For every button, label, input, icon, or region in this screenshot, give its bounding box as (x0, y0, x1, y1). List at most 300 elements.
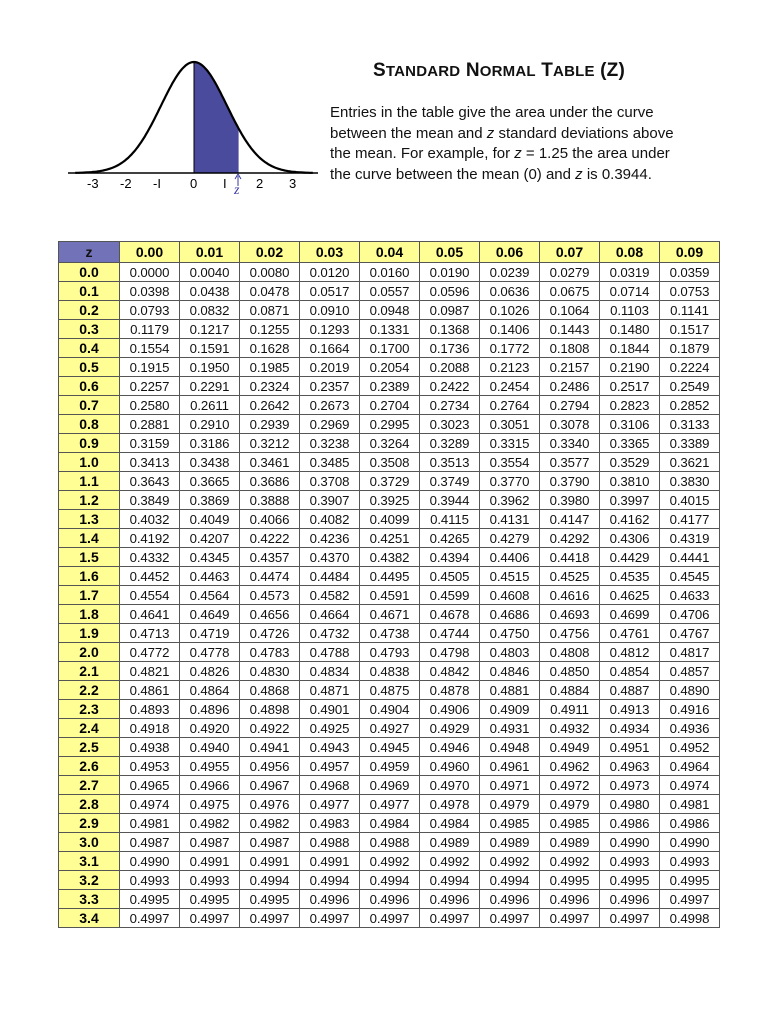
table-cell: 0.4989 (540, 833, 600, 852)
row-header: 2.6 (59, 757, 120, 776)
row-header: 1.5 (59, 548, 120, 567)
table-cell: 0.4838 (360, 662, 420, 681)
table-cell: 0.1026 (480, 301, 540, 320)
table-cell: 0.4964 (660, 757, 720, 776)
table-cell: 0.4962 (540, 757, 600, 776)
table-cell: 0.4995 (600, 871, 660, 890)
table-cell: 0.3159 (120, 434, 180, 453)
table-cell: 0.2454 (480, 377, 540, 396)
table-cell: 0.1664 (300, 339, 360, 358)
table-cell: 0.4767 (660, 624, 720, 643)
x-tick-label: 3 (289, 176, 297, 191)
table-cell: 0.2939 (240, 415, 300, 434)
table-cell: 0.4951 (600, 738, 660, 757)
row-header: 0.5 (59, 358, 120, 377)
table-cell: 0.4306 (600, 529, 660, 548)
table-cell: 0.4641 (120, 605, 180, 624)
row-header: 0.3 (59, 320, 120, 339)
table-cell: 0.0714 (600, 282, 660, 301)
table-cell: 0.3621 (660, 453, 720, 472)
table-cell: 0.4761 (600, 624, 660, 643)
row-header: 2.5 (59, 738, 120, 757)
table-cell: 0.4884 (540, 681, 600, 700)
table-cell: 0.3106 (600, 415, 660, 434)
table-cell: 0.1808 (540, 339, 600, 358)
table-row (59, 890, 720, 909)
table-cell: 0.4686 (480, 605, 540, 624)
table-cell: 0.0080 (240, 263, 300, 282)
table-cell: 0.4772 (120, 643, 180, 662)
table-cell: 0.1554 (120, 339, 180, 358)
table-cell: 0.0753 (660, 282, 720, 301)
table-cell: 0.0832 (180, 301, 240, 320)
table-cell: 0.4236 (300, 529, 360, 548)
table-cell: 0.4834 (300, 662, 360, 681)
table-cell: 0.4066 (240, 510, 300, 529)
table-cell: 0.4983 (300, 814, 360, 833)
table-cell: 0.4996 (540, 890, 600, 909)
table-cell: 0.4985 (540, 814, 600, 833)
column-header: 0.05 (420, 242, 480, 263)
table-cell: 0.3577 (540, 453, 600, 472)
table-cell: 0.4778 (180, 643, 240, 662)
table-cell: 0.4744 (420, 624, 480, 643)
column-header: 0.07 (540, 242, 600, 263)
table-cell: 0.3770 (480, 472, 540, 491)
table-cell: 0.4798 (420, 643, 480, 662)
table-cell: 0.4864 (180, 681, 240, 700)
table-cell: 0.3907 (300, 491, 360, 510)
table-cell: 0.4993 (180, 871, 240, 890)
table-cell: 0.4861 (120, 681, 180, 700)
table-cell: 0.4994 (240, 871, 300, 890)
table-cell: 0.1443 (540, 320, 600, 339)
table-cell: 0.4750 (480, 624, 540, 643)
table-cell: 0.4997 (180, 909, 240, 928)
table-cell: 0.4292 (540, 529, 600, 548)
row-header: 2.4 (59, 719, 120, 738)
table-cell: 0.4987 (180, 833, 240, 852)
table-cell: 0.2123 (480, 358, 540, 377)
table-cell: 0.1368 (420, 320, 480, 339)
table-row (59, 567, 720, 586)
table-cell: 0.2611 (180, 396, 240, 415)
table-cell: 0.4803 (480, 643, 540, 662)
table-cell: 0.4945 (360, 738, 420, 757)
table-cell: 0.4913 (600, 700, 660, 719)
table-cell: 0.4162 (600, 510, 660, 529)
table-cell: 0.4992 (420, 852, 480, 871)
table-cell: 0.2088 (420, 358, 480, 377)
table-cell: 0.4995 (180, 890, 240, 909)
table-cell: 0.4977 (300, 795, 360, 814)
table-cell: 0.3461 (240, 453, 300, 472)
table-cell: 0.4997 (300, 909, 360, 928)
table-cell: 0.1517 (660, 320, 720, 339)
table-cell: 0.4998 (660, 909, 720, 928)
table-cell: 0.4972 (540, 776, 600, 795)
table-cell: 0.2324 (240, 377, 300, 396)
table-cell: 0.4192 (120, 529, 180, 548)
table-cell: 0.1985 (240, 358, 300, 377)
table-cell: 0.4099 (360, 510, 420, 529)
row-header: 1.4 (59, 529, 120, 548)
table-cell: 0.2823 (600, 396, 660, 415)
table-cell: 0.4564 (180, 586, 240, 605)
table-cell: 0.4968 (300, 776, 360, 795)
table-cell: 0.4955 (180, 757, 240, 776)
table-cell: 0.4788 (300, 643, 360, 662)
row-header: 0.6 (59, 377, 120, 396)
table-cell: 0.4996 (600, 890, 660, 909)
table-row (59, 624, 720, 643)
table-cell: 0.4251 (360, 529, 420, 548)
table-cell: 0.2357 (300, 377, 360, 396)
table-cell: 0.4997 (480, 909, 540, 928)
table-cell: 0.3686 (240, 472, 300, 491)
page-title: STANDARD NORMAL TABLE (Z) (373, 60, 626, 81)
table-row (59, 700, 720, 719)
row-header: 1.2 (59, 491, 120, 510)
row-header: 1.9 (59, 624, 120, 643)
table-cell: 0.3729 (360, 472, 420, 491)
table-cell: 0.3340 (540, 434, 600, 453)
table-cell: 0.3849 (120, 491, 180, 510)
table-cell: 0.4953 (120, 757, 180, 776)
x-tick-label: 2 (256, 176, 264, 191)
table-cell: 0.4986 (660, 814, 720, 833)
table-cell: 0.4599 (420, 586, 480, 605)
row-header: 2.8 (59, 795, 120, 814)
table-cell: 0.4826 (180, 662, 240, 681)
table-cell: 0.3078 (540, 415, 600, 434)
column-header: 0.09 (660, 242, 720, 263)
table-cell: 0.2995 (360, 415, 420, 434)
table-cell: 0.4608 (480, 586, 540, 605)
table-cell: 0.4922 (240, 719, 300, 738)
table-cell: 0.3438 (180, 453, 240, 472)
table-cell: 0.3708 (300, 472, 360, 491)
table-cell: 0.3925 (360, 491, 420, 510)
table-cell: 0.4857 (660, 662, 720, 681)
table-cell: 0.4941 (240, 738, 300, 757)
table-cell: 0.4222 (240, 529, 300, 548)
row-header: 1.0 (59, 453, 120, 472)
table-cell: 0.4966 (180, 776, 240, 795)
table-cell: 0.4812 (600, 643, 660, 662)
table-cell: 0.4932 (540, 719, 600, 738)
table-cell: 0.4495 (360, 567, 420, 586)
table-cell: 0.4970 (420, 776, 480, 795)
table-header-row (59, 242, 720, 263)
row-header: 0.9 (59, 434, 120, 453)
table-cell: 0.4984 (360, 814, 420, 833)
table-cell: 0.4938 (120, 738, 180, 757)
table-cell: 0.0040 (180, 263, 240, 282)
table-row (59, 852, 720, 871)
table-cell: 0.4931 (480, 719, 540, 738)
table-cell: 0.2054 (360, 358, 420, 377)
table-cell: 0.4573 (240, 586, 300, 605)
x-tick-label: I (223, 176, 227, 191)
table-cell: 0.4817 (660, 643, 720, 662)
table-cell: 0.2642 (240, 396, 300, 415)
table-cell: 0.4963 (600, 757, 660, 776)
table-cell: 0.0438 (180, 282, 240, 301)
table-cell: 0.4332 (120, 548, 180, 567)
table-cell: 0.4961 (480, 757, 540, 776)
table-cell: 0.1331 (360, 320, 420, 339)
table-row (59, 472, 720, 491)
table-row (59, 586, 720, 605)
table-cell: 0.4990 (600, 833, 660, 852)
table-cell: 0.4975 (180, 795, 240, 814)
table-cell: 0.0359 (660, 263, 720, 282)
table-cell: 0.4996 (480, 890, 540, 909)
table-cell: 0.4994 (420, 871, 480, 890)
table-cell: 0.3212 (240, 434, 300, 453)
table-row (59, 795, 720, 814)
table-description: Entries in the table give the area under the curve between the mean and z standard deviations above the mean. For example, for z = 1.25 the area under the curve between the mean (0) and z is 0.3944. (330, 104, 674, 183)
table-cell: 0.4909 (480, 700, 540, 719)
table-row (59, 396, 720, 415)
table-cell: 0.1255 (240, 320, 300, 339)
table-cell: 0.2157 (540, 358, 600, 377)
table-cell: 0.4726 (240, 624, 300, 643)
table-cell: 0.1950 (180, 358, 240, 377)
row-header: 3.2 (59, 871, 120, 890)
table-cell: 0.4535 (600, 567, 660, 586)
table-cell: 0.4678 (420, 605, 480, 624)
table-cell: 0.2190 (600, 358, 660, 377)
row-header: 2.9 (59, 814, 120, 833)
table-cell: 0.4985 (480, 814, 540, 833)
table-row (59, 814, 720, 833)
table-cell: 0.3389 (660, 434, 720, 453)
table-cell: 0.3997 (600, 491, 660, 510)
table-cell: 0.0160 (360, 263, 420, 282)
table-cell: 0.4545 (660, 567, 720, 586)
table-cell: 0.4463 (180, 567, 240, 586)
table-cell: 0.4474 (240, 567, 300, 586)
row-header: 0.2 (59, 301, 120, 320)
table-row (59, 605, 720, 624)
table-cell: 0.0478 (240, 282, 300, 301)
table-cell: 0.4984 (420, 814, 480, 833)
table-cell: 0.4969 (360, 776, 420, 795)
table-cell: 0.4441 (660, 548, 720, 567)
table-cell: 0.4990 (660, 833, 720, 852)
table-cell: 0.1103 (600, 301, 660, 320)
table-row (59, 776, 720, 795)
table-cell: 0.1293 (300, 320, 360, 339)
z-table (58, 241, 720, 928)
table-cell: 0.0675 (540, 282, 600, 301)
table-cell: 0.4927 (360, 719, 420, 738)
table-cell: 0.4850 (540, 662, 600, 681)
table-cell: 0.2486 (540, 377, 600, 396)
table-cell: 0.0000 (120, 263, 180, 282)
table-cell: 0.4406 (480, 548, 540, 567)
x-tick-label: 0 (190, 176, 198, 191)
row-header: 2.7 (59, 776, 120, 795)
table-row (59, 282, 720, 301)
table-cell: 0.4996 (360, 890, 420, 909)
table-cell: 0.4994 (360, 871, 420, 890)
table-cell: 0.4979 (480, 795, 540, 814)
table-cell: 0.0596 (420, 282, 480, 301)
table-cell: 0.4783 (240, 643, 300, 662)
table-cell: 0.4992 (480, 852, 540, 871)
table-cell: 0.0398 (120, 282, 180, 301)
table-row (59, 757, 720, 776)
table-cell: 0.4207 (180, 529, 240, 548)
table-cell: 0.4699 (600, 605, 660, 624)
table-row (59, 358, 720, 377)
table-cell: 0.1915 (120, 358, 180, 377)
table-cell: 0.2673 (300, 396, 360, 415)
table-cell: 0.2734 (420, 396, 480, 415)
x-tick-label: -2 (120, 176, 132, 191)
table-cell: 0.3023 (420, 415, 480, 434)
table-row (59, 662, 720, 681)
table-cell: 0.3289 (420, 434, 480, 453)
table-cell: 0.4995 (240, 890, 300, 909)
table-cell: 0.4115 (420, 510, 480, 529)
table-cell: 0.4993 (660, 852, 720, 871)
table-cell: 0.4382 (360, 548, 420, 567)
table-cell: 0.2019 (300, 358, 360, 377)
table-cell: 0.4949 (540, 738, 600, 757)
x-tick-label: -3 (87, 176, 99, 191)
table-cell: 0.2852 (660, 396, 720, 415)
table-cell: 0.2517 (600, 377, 660, 396)
table-cell: 0.4633 (660, 586, 720, 605)
table-cell: 0.0948 (360, 301, 420, 320)
table-cell: 0.4997 (660, 890, 720, 909)
table-cell: 0.4960 (420, 757, 480, 776)
row-header: 0.4 (59, 339, 120, 358)
row-header: 2.3 (59, 700, 120, 719)
table-cell: 0.3749 (420, 472, 480, 491)
table-row (59, 339, 720, 358)
table-cell: 0.3365 (600, 434, 660, 453)
table-cell: 0.2794 (540, 396, 600, 415)
table-cell: 0.2969 (300, 415, 360, 434)
table-cell: 0.4936 (660, 719, 720, 738)
table-cell: 0.0517 (300, 282, 360, 301)
table-cell: 0.4952 (660, 738, 720, 757)
table-cell: 0.1772 (480, 339, 540, 358)
table-cell: 0.4991 (180, 852, 240, 871)
table-cell: 0.4991 (240, 852, 300, 871)
table-cell: 0.4994 (480, 871, 540, 890)
table-cell: 0.4808 (540, 643, 600, 662)
table-cell: 0.4904 (360, 700, 420, 719)
table-cell: 0.4995 (660, 871, 720, 890)
table-cell: 0.1179 (120, 320, 180, 339)
table-cell: 0.4993 (600, 852, 660, 871)
table-cell: 0.4719 (180, 624, 240, 643)
table-cell: 0.4898 (240, 700, 300, 719)
table-cell: 0.3888 (240, 491, 300, 510)
table-cell: 0.4896 (180, 700, 240, 719)
table-cell: 0.4756 (540, 624, 600, 643)
table-cell: 0.4906 (420, 700, 480, 719)
table-cell: 0.3643 (120, 472, 180, 491)
row-header: 0.1 (59, 282, 120, 301)
table-cell: 0.3508 (360, 453, 420, 472)
table-cell: 0.4616 (540, 586, 600, 605)
table-cell: 0.2910 (180, 415, 240, 434)
table-cell: 0.4982 (180, 814, 240, 833)
table-row (59, 263, 720, 282)
table-cell: 0.2704 (360, 396, 420, 415)
table-row (59, 909, 720, 928)
table-cell: 0.4554 (120, 586, 180, 605)
table-cell: 0.4995 (120, 890, 180, 909)
table-cell: 0.1217 (180, 320, 240, 339)
table-row (59, 719, 720, 738)
row-header: 3.4 (59, 909, 120, 928)
table-cell: 0.4582 (300, 586, 360, 605)
column-header: 0.08 (600, 242, 660, 263)
table-cell: 0.4957 (300, 757, 360, 776)
column-header: 0.01 (180, 242, 240, 263)
table-cell: 0.4920 (180, 719, 240, 738)
table-cell: 0.4943 (300, 738, 360, 757)
table-row (59, 301, 720, 320)
table-cell: 0.0190 (420, 263, 480, 282)
table-cell: 0.3790 (540, 472, 600, 491)
table-cell: 0.4918 (120, 719, 180, 738)
row-header: 3.0 (59, 833, 120, 852)
table-cell: 0.4515 (480, 567, 540, 586)
table-cell: 0.1844 (600, 339, 660, 358)
table-cell: 0.3133 (660, 415, 720, 434)
z-marker (233, 174, 241, 198)
column-header: 0.06 (480, 242, 540, 263)
table-cell: 0.4394 (420, 548, 480, 567)
table-cell: 0.4989 (480, 833, 540, 852)
table-row (59, 377, 720, 396)
table-cell: 0.4452 (120, 567, 180, 586)
table-cell: 0.4738 (360, 624, 420, 643)
table-cell: 0.4971 (480, 776, 540, 795)
table-cell: 0.4997 (360, 909, 420, 928)
table-cell: 0.1879 (660, 339, 720, 358)
row-header: 1.1 (59, 472, 120, 491)
table-cell: 0.3238 (300, 434, 360, 453)
table-cell: 0.4987 (240, 833, 300, 852)
table-cell: 0.4977 (360, 795, 420, 814)
table-row (59, 529, 720, 548)
column-header: 0.00 (120, 242, 180, 263)
table-cell: 0.4821 (120, 662, 180, 681)
table-cell: 0.4842 (420, 662, 480, 681)
table-cell: 0.4987 (120, 833, 180, 852)
table-cell: 0.1736 (420, 339, 480, 358)
table-row (59, 320, 720, 339)
table-cell: 0.3944 (420, 491, 480, 510)
table-cell: 0.4988 (360, 833, 420, 852)
table-cell: 0.4147 (540, 510, 600, 529)
table-cell: 0.4625 (600, 586, 660, 605)
table-cell: 0.4997 (540, 909, 600, 928)
table-cell: 0.1480 (600, 320, 660, 339)
table-cell: 0.4976 (240, 795, 300, 814)
table-cell: 0.4525 (540, 567, 600, 586)
